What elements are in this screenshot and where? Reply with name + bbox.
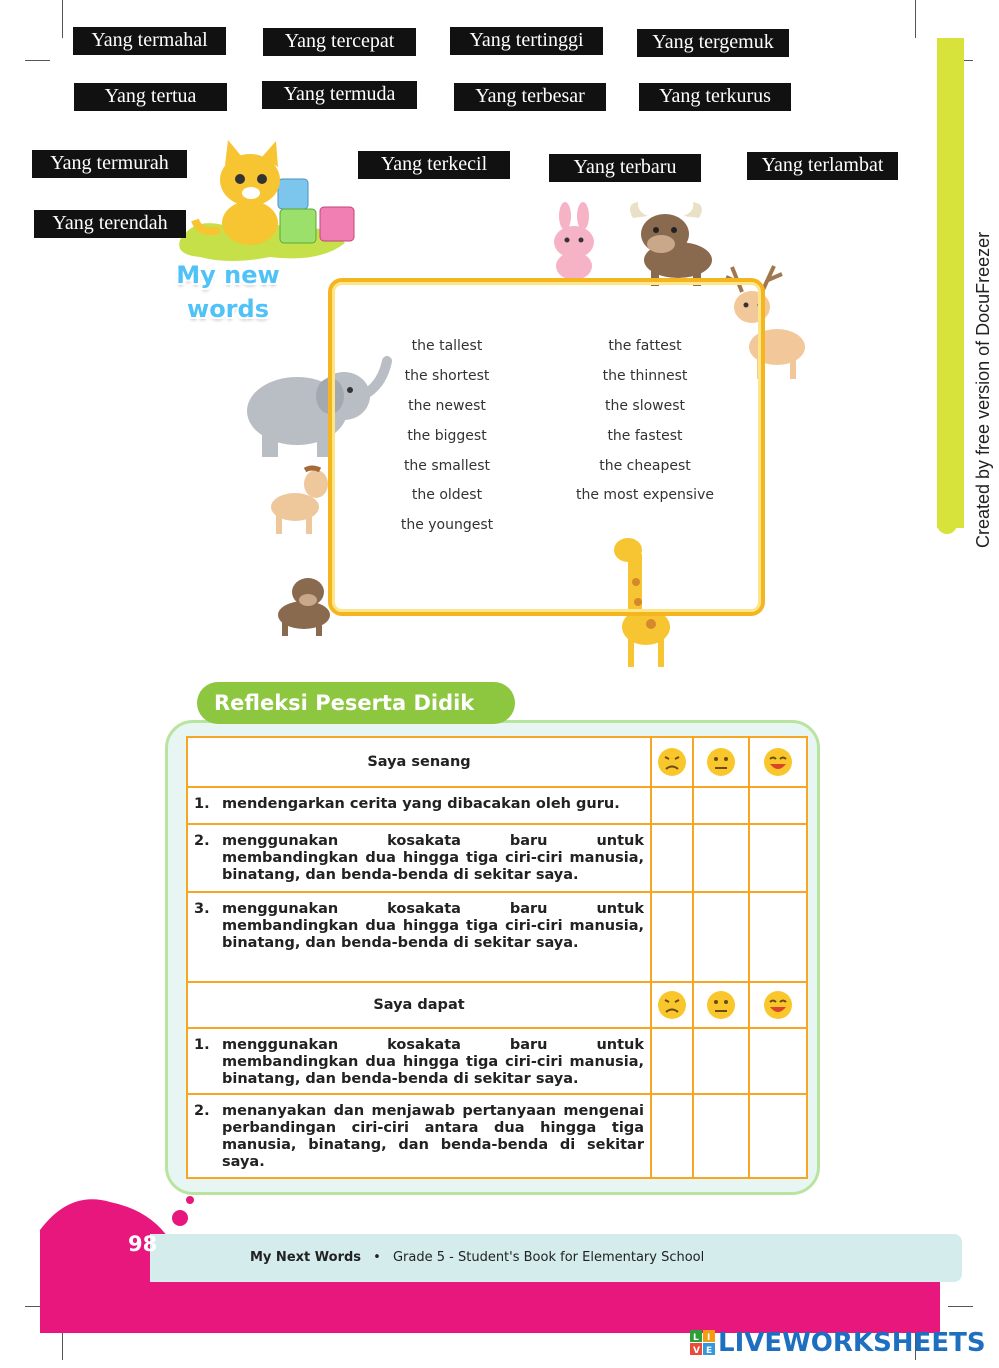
cat-illustration bbox=[170, 135, 370, 275]
word-right: the thinnest bbox=[602, 368, 688, 384]
liveworksheets-logo-icon bbox=[690, 1330, 716, 1356]
rating-cell[interactable] bbox=[693, 824, 749, 892]
liveworksheets-brand[interactable] bbox=[690, 1328, 986, 1358]
answer-tile[interactable]: Yang terbesar bbox=[454, 83, 606, 111]
section-header-row bbox=[187, 737, 807, 787]
rating-cell[interactable] bbox=[651, 787, 693, 824]
answer-tile[interactable]: Yang termuda bbox=[262, 81, 417, 109]
crop-mark bbox=[62, 0, 63, 38]
word-left: the biggest bbox=[407, 428, 487, 444]
answer-tile[interactable]: Yang tercepat bbox=[263, 28, 416, 56]
item-number: 1. bbox=[194, 1037, 210, 1053]
side-green-strip bbox=[937, 38, 964, 528]
word-right: the cheapest bbox=[599, 458, 691, 474]
reflection-table bbox=[186, 736, 808, 1179]
rating-cell[interactable] bbox=[651, 1094, 693, 1178]
reflection-title: Refleksi Peserta Didik bbox=[197, 682, 515, 724]
word-right: the most expensive bbox=[576, 487, 714, 503]
statement-cell bbox=[187, 1094, 651, 1178]
crop-mark bbox=[948, 1306, 973, 1307]
answer-tile[interactable]: Yang terendah bbox=[34, 210, 186, 238]
logo-letter: I bbox=[707, 1333, 711, 1343]
answer-tile[interactable]: Yang tergemuk bbox=[637, 29, 789, 57]
new-words-frame bbox=[328, 278, 765, 616]
horse-illustration bbox=[260, 462, 335, 537]
happy-face-icon[interactable] bbox=[749, 982, 807, 1028]
section-header-row bbox=[187, 982, 807, 1028]
table-row bbox=[187, 787, 807, 824]
answer-tile[interactable]: Yang tertua bbox=[74, 83, 227, 111]
rating-cell[interactable] bbox=[749, 892, 807, 982]
answer-tile[interactable]: Yang terkurus bbox=[639, 83, 791, 111]
word-left: the tallest bbox=[411, 338, 483, 354]
word-left: the newest bbox=[408, 398, 486, 414]
item-text: menggunakan kosakata baru untuk membandingkan dua hingga tiga ciri-ciri manusia, binatang, dan benda-benda di sekitar saya. bbox=[222, 1037, 644, 1087]
logo-letter: V bbox=[693, 1346, 700, 1356]
neutral-face-icon[interactable] bbox=[693, 737, 749, 787]
word-left: the youngest bbox=[400, 517, 494, 533]
my-new-words-heading bbox=[173, 258, 283, 326]
bull-illustration bbox=[623, 198, 718, 288]
sad-face-icon[interactable] bbox=[651, 737, 693, 787]
answer-tile[interactable]: Yang terbaru bbox=[549, 154, 701, 182]
item-number: 2. bbox=[194, 833, 210, 849]
word-left: the shortest bbox=[404, 368, 490, 384]
item-number: 3. bbox=[194, 901, 210, 917]
book-subtitle: Grade 5 - Student's Book for Elementary School bbox=[392, 1250, 705, 1265]
logo-letter: E bbox=[706, 1346, 713, 1356]
word-right: the fastest bbox=[607, 428, 683, 444]
word-left: the oldest bbox=[411, 487, 483, 503]
sad-face-icon[interactable] bbox=[651, 982, 693, 1028]
rabbit-illustration bbox=[545, 202, 605, 282]
statement-cell bbox=[187, 1028, 651, 1094]
word-left: the smallest bbox=[403, 458, 491, 474]
statement-cell bbox=[187, 824, 651, 892]
answer-tile[interactable]: Yang terkecil bbox=[358, 151, 510, 179]
heading-line: My new bbox=[176, 261, 280, 289]
rating-cell[interactable] bbox=[693, 892, 749, 982]
rating-cell[interactable] bbox=[651, 1028, 693, 1094]
item-number: 1. bbox=[194, 796, 210, 812]
watermark-text: Created by free version of DocuFreezer bbox=[973, 231, 993, 548]
neutral-face-icon[interactable] bbox=[693, 982, 749, 1028]
item-text: menggunakan kosakata baru untuk membandingkan dua hingga tiga ciri-ciri manusia, binatang, dan benda-benda di sekitar saya. bbox=[222, 901, 644, 951]
word-right: the slowest bbox=[604, 398, 686, 414]
rating-cell[interactable] bbox=[651, 892, 693, 982]
table-row bbox=[187, 1028, 807, 1094]
word-right: the fattest bbox=[608, 338, 682, 354]
rating-cell[interactable] bbox=[749, 1094, 807, 1178]
table-row bbox=[187, 1094, 807, 1178]
crop-mark bbox=[25, 60, 50, 61]
answer-tile[interactable]: Yang termahal bbox=[73, 27, 226, 55]
rating-cell[interactable] bbox=[651, 824, 693, 892]
item-text: menggunakan kosakata baru untuk membandingkan dua hingga tiga ciri-ciri manusia, binatang, dan benda-benda di sekitar saya. bbox=[222, 833, 644, 883]
footer-separator: • bbox=[373, 1250, 381, 1265]
footer-text bbox=[250, 1250, 704, 1265]
heading-line: words bbox=[187, 295, 269, 323]
answer-tile[interactable]: Yang terlambat bbox=[747, 152, 898, 180]
rating-cell[interactable] bbox=[693, 1028, 749, 1094]
item-text: menanyakan dan menjawab pertanyaan mengenai perbandingan ciri-ciri antara dua hingga tiga manusia, binatang, dan benda-benda di sekitar saya. bbox=[222, 1103, 644, 1170]
answer-tile[interactable]: Yang termurah bbox=[32, 150, 187, 178]
rating-cell[interactable] bbox=[749, 824, 807, 892]
happy-face-icon[interactable] bbox=[749, 737, 807, 787]
side-green-dot bbox=[937, 512, 957, 534]
book-title: My Next Words bbox=[250, 1250, 362, 1265]
table-row bbox=[187, 824, 807, 892]
statement-cell bbox=[187, 892, 651, 982]
crop-mark bbox=[915, 0, 916, 38]
section-heading: Saya dapat bbox=[187, 982, 651, 1028]
table-row bbox=[187, 892, 807, 982]
rating-cell[interactable] bbox=[693, 787, 749, 824]
answer-tile[interactable]: Yang tertinggi bbox=[450, 27, 603, 55]
rating-cell[interactable] bbox=[749, 787, 807, 824]
item-number: 2. bbox=[194, 1103, 210, 1119]
brand-name: LIVEWORKSHEETS bbox=[718, 1328, 986, 1358]
logo-letter: L bbox=[693, 1333, 699, 1343]
item-text: mendengarkan cerita yang dibacakan oleh guru. bbox=[222, 796, 620, 812]
small-bull-illustration bbox=[266, 570, 336, 638]
statement-cell bbox=[187, 787, 651, 824]
page-number: 98 bbox=[128, 1232, 158, 1256]
rating-cell[interactable] bbox=[693, 1094, 749, 1178]
rating-cell[interactable] bbox=[749, 1028, 807, 1094]
section-heading: Saya senang bbox=[187, 737, 651, 787]
